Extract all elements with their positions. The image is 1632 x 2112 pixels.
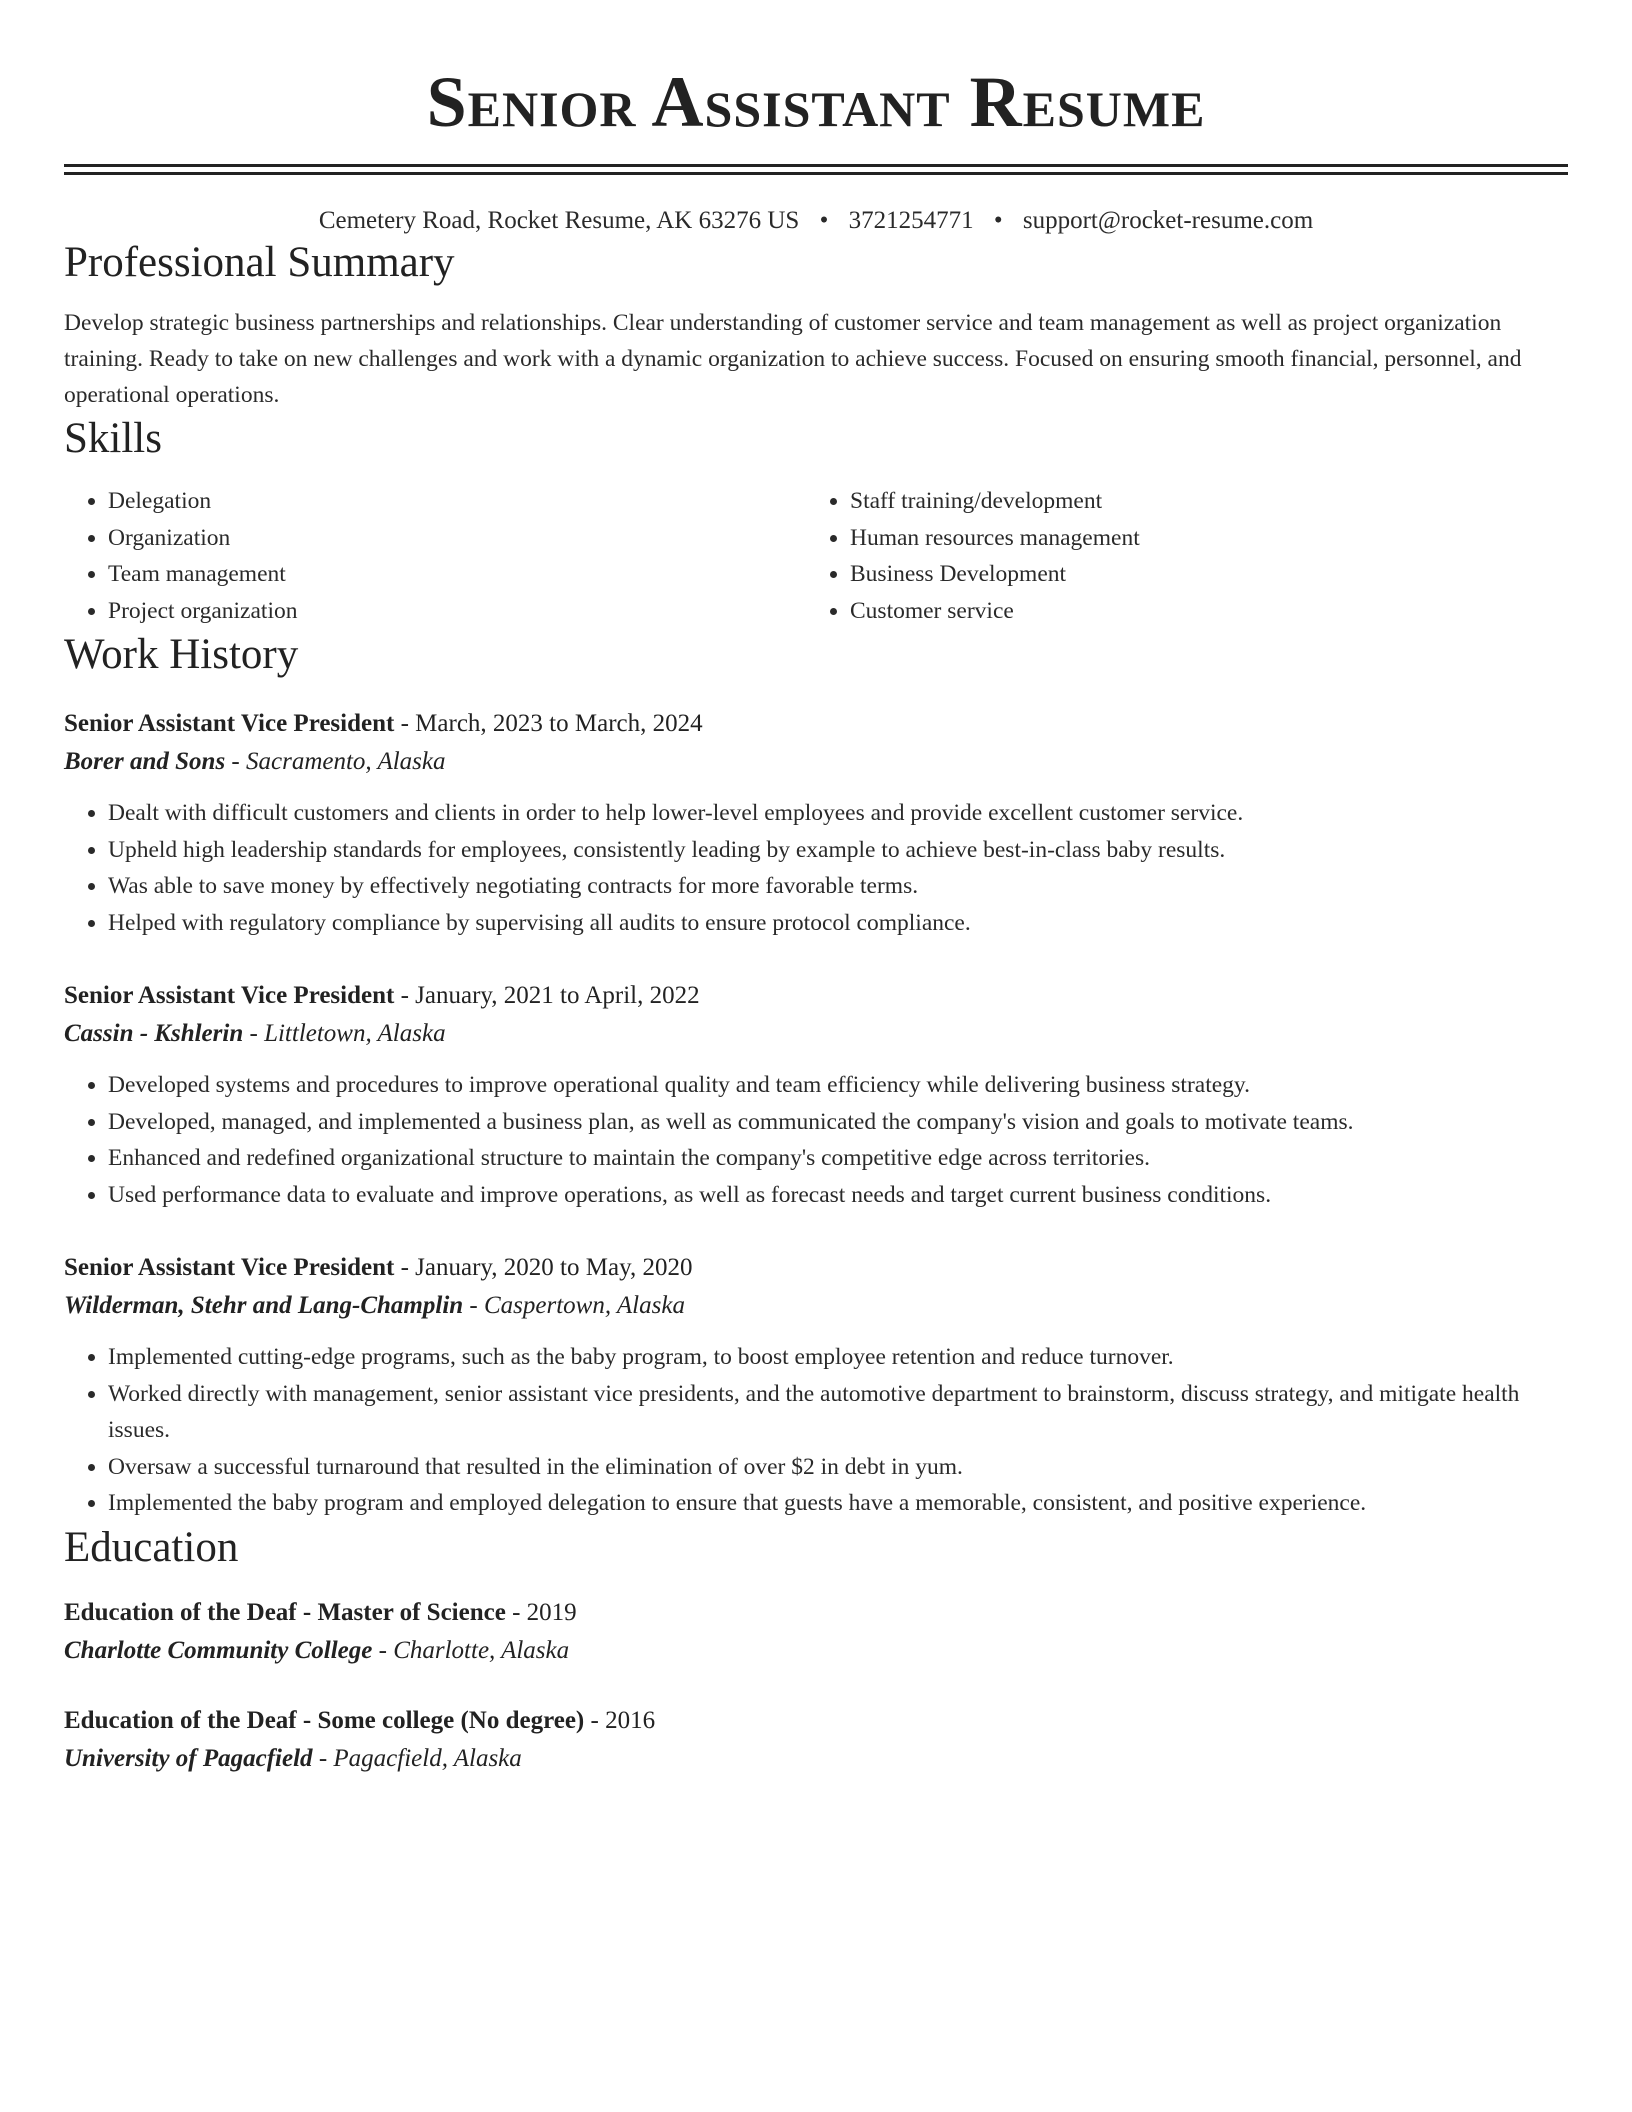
company-name: Cassin - Kshlerin xyxy=(64,1020,244,1047)
dash: - xyxy=(394,710,416,737)
school-line xyxy=(64,1632,1568,1670)
job-dates: March, 2023 to March, 2024 xyxy=(415,710,703,737)
dash: - xyxy=(225,748,246,775)
skills-list xyxy=(64,483,1568,629)
work-history-heading: Work History xyxy=(64,631,299,678)
degree-line xyxy=(64,1594,1568,1632)
contact-separator: • xyxy=(819,207,829,234)
work-entry xyxy=(64,705,1568,941)
job-bullet: • Used performance data to evaluate and improve operations, as well as forecast needs and target current business conditions. xyxy=(108,1177,1568,1214)
dash: - xyxy=(394,1254,416,1281)
school-name: Charlotte Community College xyxy=(64,1636,373,1664)
skill-item: • Team management xyxy=(108,556,806,593)
graduation-year: 2019 xyxy=(526,1598,577,1626)
dash: - xyxy=(463,1292,484,1319)
work-entry xyxy=(64,1249,1568,1522)
dash: - xyxy=(372,1636,394,1664)
school-location: Pagacfield, Alaska xyxy=(333,1744,522,1772)
dash: - xyxy=(584,1706,606,1734)
job-bullet: • Implemented cutting-edge programs, such as the baby program, to boost employee retention and reduce turnover. xyxy=(108,1339,1568,1376)
job-bullet: • Dealt with difficult customers and clients in order to help lower-level employees and provide excellent customer service. xyxy=(108,795,1568,832)
dash: - xyxy=(243,1020,265,1047)
dash: - xyxy=(312,1744,334,1772)
company-name: Wilderman, Stehr and Lang-Champlin xyxy=(64,1292,464,1319)
skill-item: • Organization xyxy=(108,520,806,557)
degree-name: Education of the Deaf - Some college (No degree) xyxy=(64,1706,585,1734)
contact-address: Cemetery Road, Rocket Resume, AK 63276 US xyxy=(318,207,800,234)
contact-phone: 3721254771 xyxy=(848,207,974,234)
degree-name: Education of the Deaf - Master of Science xyxy=(64,1598,506,1626)
education-heading: Education xyxy=(64,1523,239,1571)
contact-separator: • xyxy=(993,207,1003,234)
professional-summary-text: Develop strategic business partnerships and relationships. Clear understanding of customer service and team management as well as project organization training. Ready to take on new challenges and work with a dynamic organization to achieve success. Focused on ensuring smooth financial, personnel, and operational operations. xyxy=(64,310,1522,408)
education-entry xyxy=(64,1594,1568,1670)
skill-item: • Project organization xyxy=(108,593,806,630)
job-title-line xyxy=(64,977,1568,1015)
company-location: Littletown, Alaska xyxy=(264,1020,446,1047)
company-line xyxy=(64,1015,1568,1053)
job-bullet: • Was able to save money by effectively negotiating contracts for more favorable terms. xyxy=(108,868,1568,905)
job-bullet: • Developed, managed, and implemented a business plan, as well as communicated the company's vision and goals to motivate teams. xyxy=(108,1104,1568,1141)
job-dates: January, 2021 to April, 2022 xyxy=(415,982,700,1009)
company-name: Borer and Sons xyxy=(64,748,226,775)
company-line xyxy=(64,1287,1568,1325)
company-line xyxy=(64,743,1568,781)
school-name: University of Pagacfield xyxy=(64,1744,313,1772)
graduation-year: 2016 xyxy=(605,1706,656,1734)
dash: - xyxy=(505,1598,527,1626)
job-title: Senior Assistant Vice President xyxy=(64,982,395,1009)
school-location: Charlotte, Alaska xyxy=(393,1636,570,1664)
job-bullet: • Worked directly with management, senior assistant vice presidents, and the automotive department to brainstorm, discuss strategy, and mitigate health issues. xyxy=(108,1376,1568,1449)
dash: - xyxy=(394,982,416,1009)
contact-line xyxy=(64,205,1568,237)
skill-item: • Staff training/development xyxy=(850,483,1548,520)
job-bullet: • Developed systems and procedures to improve operational quality and team efficiency while delivering business strategy. xyxy=(108,1067,1568,1104)
school-line xyxy=(64,1740,1568,1778)
contact-email: support@rocket-resume.com xyxy=(1022,207,1314,234)
skill-item: • Delegation xyxy=(108,483,806,520)
company-location: Caspertown, Alaska xyxy=(484,1292,685,1319)
skills-column-right xyxy=(806,483,1548,629)
job-bullet: • Upheld high leadership standards for employees, consistently leading by example to achieve best-in-class baby results. xyxy=(108,832,1568,869)
skill-item: • Business Development xyxy=(850,556,1548,593)
job-bullets xyxy=(64,1339,1568,1522)
company-location: Sacramento, Alaska xyxy=(246,748,446,775)
skills-column-left xyxy=(64,483,806,629)
skill-item: • Human resources management xyxy=(850,520,1548,557)
job-bullet: • Oversaw a successful turnaround that resulted in the elimination of over $2 in debt in yum. xyxy=(108,1449,1568,1486)
resume-title: Senior Assistant Resume xyxy=(426,62,1206,142)
job-bullets xyxy=(64,1067,1568,1213)
skill-item: • Customer service xyxy=(850,593,1548,630)
work-entry xyxy=(64,977,1568,1213)
job-title: Senior Assistant Vice President xyxy=(64,1254,395,1281)
professional-summary-heading: Professional Summary xyxy=(64,239,455,286)
job-bullets xyxy=(64,795,1568,941)
skills-heading: Skills xyxy=(64,415,162,462)
title-double-rule xyxy=(64,164,1568,175)
job-title: Senior Assistant Vice President xyxy=(64,710,395,737)
job-dates: January, 2020 to May, 2020 xyxy=(415,1254,693,1281)
degree-line xyxy=(64,1702,1568,1740)
job-bullet: • Enhanced and redefined organizational structure to maintain the company's competitive edge across territories. xyxy=(108,1140,1568,1177)
job-title-line xyxy=(64,1249,1568,1287)
education-entry xyxy=(64,1702,1568,1778)
job-bullet: • Implemented the baby program and employed delegation to ensure that guests have a memorable, consistent, and positive experience. xyxy=(108,1485,1568,1522)
job-bullet: • Helped with regulatory compliance by supervising all audits to ensure protocol compliance. xyxy=(108,905,1568,942)
job-title-line xyxy=(64,705,1568,743)
